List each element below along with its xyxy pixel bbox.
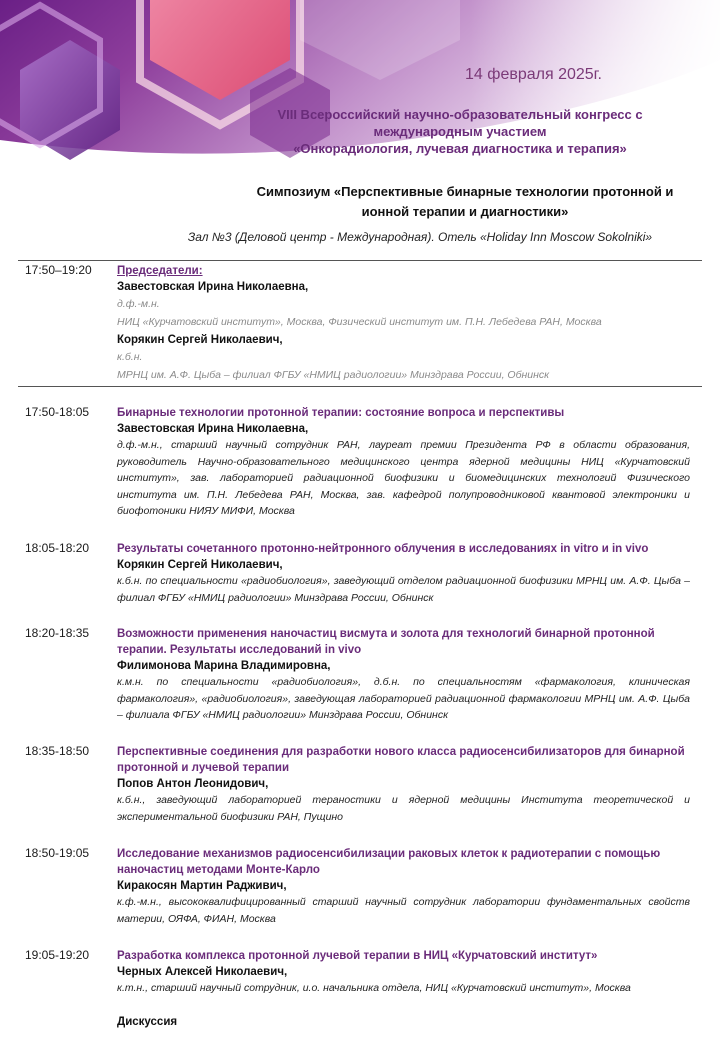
- talk-title: Результаты сочетанного протонно-нейтронного облучения в исследованиях in vitro и in vivo: [117, 543, 649, 555]
- chair-affiliation: НИЦ «Курчатовский институт», Москва, Физический институт им. П.Н. Лебедева РАН, Москва: [117, 316, 602, 328]
- congress-line: международным участием: [373, 124, 547, 139]
- event-date: 14 февраля 2025г.: [465, 66, 602, 83]
- congress-title: [250, 106, 670, 157]
- speaker-description: к.б.н., заведующий лабораторией тераностики и ядерной медицины Института теоретической и экспериментальной биофизики РАН, Пущино: [117, 794, 690, 823]
- talk-time: 19:05-19:20: [25, 948, 90, 962]
- speaker-name: Завестовская Ирина Николаевна,: [117, 423, 309, 435]
- talk-title: Бинарные технологии протонной терапии: состояние вопроса и перспективы: [117, 407, 565, 419]
- talk-title: Исследование механизмов радиосенсибилизации раковых клеток к радиотерапии с помощью наночастиц методами Монте-Карло: [117, 848, 661, 876]
- speaker-name: Корякин Сергей Николаевич,: [117, 559, 283, 571]
- chair-degree: к.б.н.: [117, 351, 143, 363]
- speaker-name: Черных Алексей Николаевич,: [117, 966, 288, 978]
- session-time: 17:50–19:20: [25, 263, 92, 277]
- congress-line: VIII Всероссийский научно-образовательный конгресс с: [277, 107, 643, 122]
- speaker-name: Филимонова Марина Владимировна,: [117, 660, 331, 672]
- congress-line: «Онкорадиология, лучевая диагностика и терапия»: [293, 141, 627, 156]
- symposium-line: ионной терапии и диагностики»: [361, 204, 569, 219]
- talk-time: 17:50-18:05: [25, 405, 90, 419]
- venue-line: Зал №3 (Деловой центр - Международная). Отель «Holiday Inn Moscow Sokolniki»: [187, 230, 653, 244]
- chair-name: Корякин Сергей Николаевич,: [117, 334, 283, 346]
- speaker-description: к.м.н. по специальности «радиобиология», д.б.н. по специальностям «фармакология, клиническая фармакология», «радиобиология», заведующая лабораторией радиационной фармакологии МРНЦ им. А.Ф. Цыба – филиала ФГБУ «НМИЦ радиологии» Минздрава России, Обнинск: [117, 676, 690, 721]
- speaker-name: Киракосян Мартин Радживич,: [117, 880, 287, 892]
- symposium-title: [230, 182, 700, 222]
- talk-time: 18:20-18:35: [25, 626, 90, 640]
- speaker-description: к.т.н., старший научный сотрудник, и.о. начальника отдела, НИЦ «Курчатовский институт», Москва: [117, 982, 631, 994]
- talk-time: 18:05-18:20: [25, 541, 90, 555]
- chair-degree: д.ф.-м.н.: [117, 298, 160, 310]
- speaker-description: д.ф.-м.н., старший научный сотрудник РАН, лауреат премии Президента РФ в области образования, руководитель Научно-образовательного медицинского центра ядерной медицины НИЦ «Курчатовский институт», зав. лабораторией радиационной биофизики и биомедицинских технологий Физического института им. П.Н. Лебедева РАН, Москва, зав. кафедрой полупроводниковой квантовой электроники и биофотоники НИЯУ МИФИ, Москва: [117, 439, 690, 517]
- divider: [18, 386, 702, 387]
- symposium-line: Симпозиум «Перспективные бинарные технологии протонной и: [256, 184, 674, 199]
- speaker-description: к.б.н. по специальности «радиобиология», заведующий отделом радиационной биофизики МРНЦ им. А.Ф. Цыба – филиал ФГБУ «НМИЦ радиологии» Минздрава России, Обнинск: [117, 575, 690, 604]
- talk-title: Перспективные соединения для разработки нового класса радиосенсибилизаторов для бинарной протонной и лучевой терапии: [117, 746, 685, 774]
- chair-affiliation: МРНЦ им. А.Ф. Цыба – филиал ФГБУ «НМИЦ радиологии» Минздрава России, Обнинск: [117, 369, 550, 381]
- chairs-label: Председатели:: [117, 265, 203, 277]
- chair-name: Завестовская Ирина Николаевна,: [117, 281, 309, 293]
- speaker-description: к.ф.-м.н., высококвалифицированный старший научный сотрудник лаборатории фундаментальных свойств материи, ОЯФА, ФИАН, Москва: [117, 896, 690, 925]
- talk-title: Разработка комплекса протонной лучевой терапии в НИЦ «Курчатовский институт»: [117, 950, 598, 962]
- talk-time: 18:35-18:50: [25, 744, 90, 758]
- divider: [18, 260, 702, 261]
- speaker-name: Попов Антон Леонидович,: [117, 778, 269, 790]
- talk-time: 18:50-19:05: [25, 846, 90, 860]
- talk-title: Возможности применения наночастиц висмута и золота для технологий бинарной протонной терапии. Результаты исследований in vivo: [117, 628, 655, 656]
- discussion-label: Дискуссия: [117, 1016, 178, 1028]
